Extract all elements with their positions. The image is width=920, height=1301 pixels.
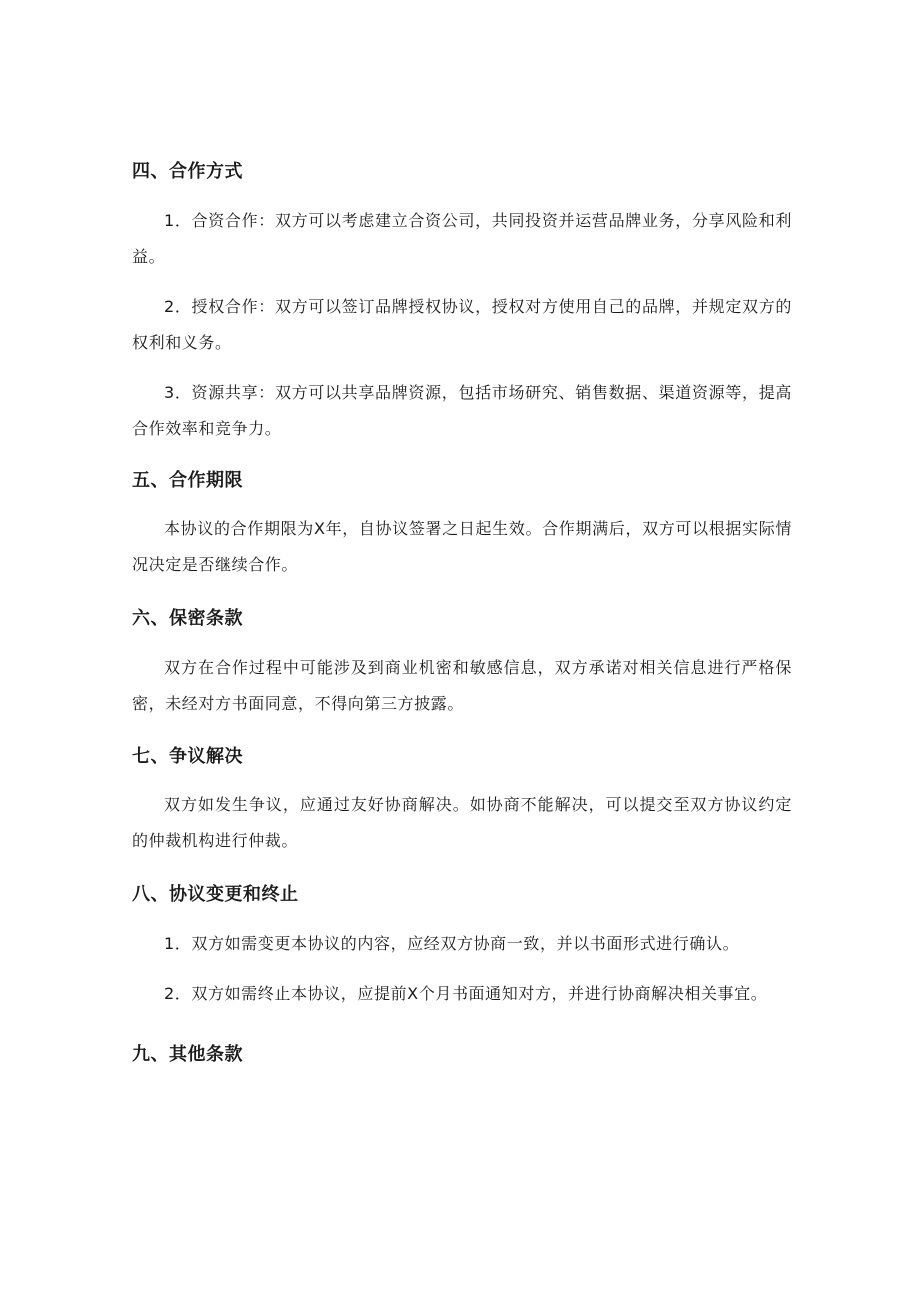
paragraph-term: 本协议的合作期限为X年，自协议签署之日起生效。合作期满后，双方可以根据实际情况决定是否继续合作。: [132, 519, 792, 574]
paragraph-licensing: 2．授权合作：双方可以签订品牌授权协议，授权对方使用自己的品牌，并规定双方的权利和义务。: [132, 297, 792, 352]
section-heading-confidentiality: 六、保密条款: [132, 608, 243, 629]
paragraph-resource-sharing: 3．资源共享：双方可以共享品牌资源，包括市场研究、销售数据、渠道资源等，提高合作效率和竞争力。: [132, 383, 792, 438]
paragraph-confidentiality: 双方在合作过程中可能涉及到商业机密和敏感信息，双方承诺对相关信息进行严格保密，未经对方书面同意，不得向第三方披露。: [132, 658, 792, 713]
paragraph-termination: 2．双方如需终止本协议，应提前X个月书面通知对方，并进行协商解决相关事宜。: [164, 984, 768, 1003]
section-heading-other-terms: 九、其他条款: [132, 1044, 243, 1065]
section-heading-cooperation-methods: 四、合作方式: [132, 161, 243, 182]
section-heading-amendment-termination: 八、协议变更和终止: [132, 884, 299, 905]
paragraph-dispute-resolution: 双方如发生争议，应通过友好协商解决。如协商不能解决，可以提交至双方协议约定的仲裁机构进行仲裁。: [132, 795, 792, 850]
section-heading-dispute-resolution: 七、争议解决: [132, 746, 243, 767]
paragraph-amendment: 1．双方如需变更本协议的内容，应经双方协商一致，并以书面形式进行确认。: [164, 934, 740, 953]
section-heading-cooperation-term: 五、合作期限: [132, 470, 243, 491]
paragraph-joint-venture: 1．合资合作：双方可以考虑建立合资公司，共同投资并运营品牌业务，分享风险和利益。: [132, 211, 792, 266]
